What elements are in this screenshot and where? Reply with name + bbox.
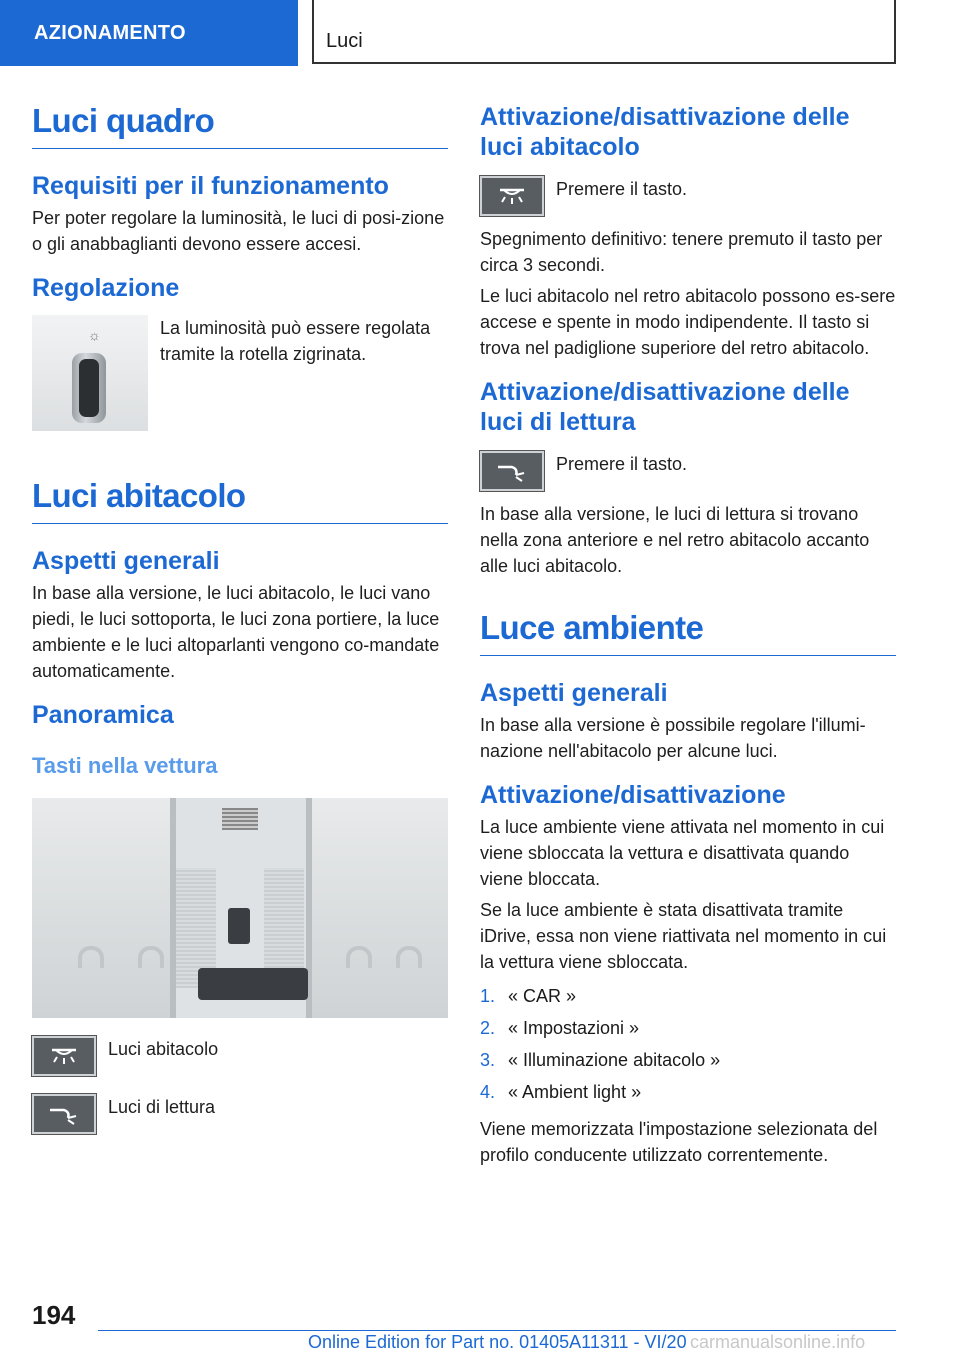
- dome-light-icon: [32, 1036, 96, 1076]
- heading-aspetti-generali: Aspetti generali: [32, 547, 220, 575]
- left-column: [32, 100, 448, 1152]
- heading-panoramica: Panoramica: [32, 701, 174, 729]
- heading-tasti: Tasti nella vettura: [32, 753, 218, 778]
- text-press: Premere il tasto.: [556, 454, 688, 474]
- list-item: 1. « CAR »: [480, 986, 577, 1006]
- chapter-tab: Luci: [312, 0, 896, 64]
- text-attivata: La luce ambiente viene attivata nel momento in cui viene sbloccata la vettura e disattivata quando viene bloccata.: [480, 817, 885, 889]
- legend-label: Luci di lettura: [108, 1097, 216, 1117]
- list-item: 3. « Illuminazione abitacolo »: [480, 1050, 721, 1070]
- watermark: carmanualsonline.info: [690, 1332, 866, 1352]
- text-idrive: Se la luce ambiente è stata disattivata tramite iDrive, essa non viene riattivata nel momento in cui la vettura viene sbloccata.: [480, 900, 887, 972]
- heading-att-ambiente: Attivazione/disattivazione: [480, 781, 786, 809]
- section-tab: AZIONAMENTO: [0, 0, 298, 66]
- list-item: 2. « Impostazioni »: [480, 1018, 640, 1038]
- legend-luci-abitacolo: [32, 1036, 448, 1076]
- text-regolazione: La luminosità può essere regolata tramite la rotella zigrinata.: [160, 318, 431, 364]
- edition-text: Online Edition for Part no. 01405A11311 - VI/20: [308, 1332, 687, 1352]
- knurled-wheel-image: [32, 315, 148, 431]
- roof-console-photo: [32, 798, 448, 1018]
- text-requisiti: Per poter regolare la luminosità, le luci di posi-zione o gli anabbaglianti devono essere accesi.: [32, 208, 445, 254]
- heading-luce-ambiente: Luce ambiente: [480, 607, 896, 656]
- text-spegnimento: Spegnimento definitivo: tenere premuto il tasto per circa 3 secondi.: [480, 229, 883, 275]
- heading-att-abitacolo: Attivazione/disattivazione delle luci abitacolo: [480, 103, 850, 161]
- heading-regolazione: Regolazione: [32, 274, 180, 302]
- list-item: 4. « Ambient light »: [480, 1082, 642, 1102]
- reading-light-icon: [480, 451, 544, 491]
- page-header: [0, 0, 960, 66]
- reading-light-icon: [32, 1094, 96, 1134]
- dimmer-icon: ☼: [88, 327, 101, 343]
- heading-requisiti: Requisiti per il funzionamento: [32, 172, 389, 200]
- footer-rule: [98, 1330, 896, 1331]
- heading-att-lettura: Attivazione/disattivazione delle luci di lettura: [480, 378, 850, 436]
- legend-label: Luci abitacolo: [108, 1039, 219, 1059]
- text-lettura: In base alla versione, le luci di lettura si trovano nella zona anteriore e nel retro abitacolo accanto alle luci abitacolo.: [480, 504, 870, 576]
- legend-luci-lettura: [32, 1094, 448, 1134]
- text-memorizzata: Viene memorizzata l'impostazione selezionata del profilo conducente utilizzato correntemente.: [480, 1119, 878, 1165]
- text-aspetti-generali-ambiente: In base alla versione è possibile regolare l'illumi-nazione nell'abitacolo per alcune luci.: [480, 715, 866, 761]
- heading-luci-abitacolo: Luci abitacolo: [32, 475, 448, 524]
- steps-list: [480, 980, 896, 1108]
- text-retro: Le luci abitacolo nel retro abitacolo possono es-sere accese e spente in modo indipendente. Il tasto si trova nel padiglione superiore del retro abitacolo.: [480, 286, 896, 358]
- heading-aspetti-generali-ambiente: Aspetti generali: [480, 679, 668, 707]
- right-column: [480, 102, 896, 1173]
- text-press: Premere il tasto.: [556, 179, 688, 199]
- dome-light-icon: [480, 176, 544, 216]
- page-number: 194: [32, 1300, 76, 1330]
- text-aspetti-generali: In base alla versione, le luci abitacolo, le luci vano piedi, le luci sottoporta, le luci zona portiere, la luce ambiente e le luci altoparlanti vengono co-mandate automaticamente.: [32, 583, 440, 681]
- page-footer: [0, 1290, 960, 1362]
- heading-luci-quadro: Luci quadro: [32, 100, 448, 149]
- knurled-wheel: [72, 353, 106, 423]
